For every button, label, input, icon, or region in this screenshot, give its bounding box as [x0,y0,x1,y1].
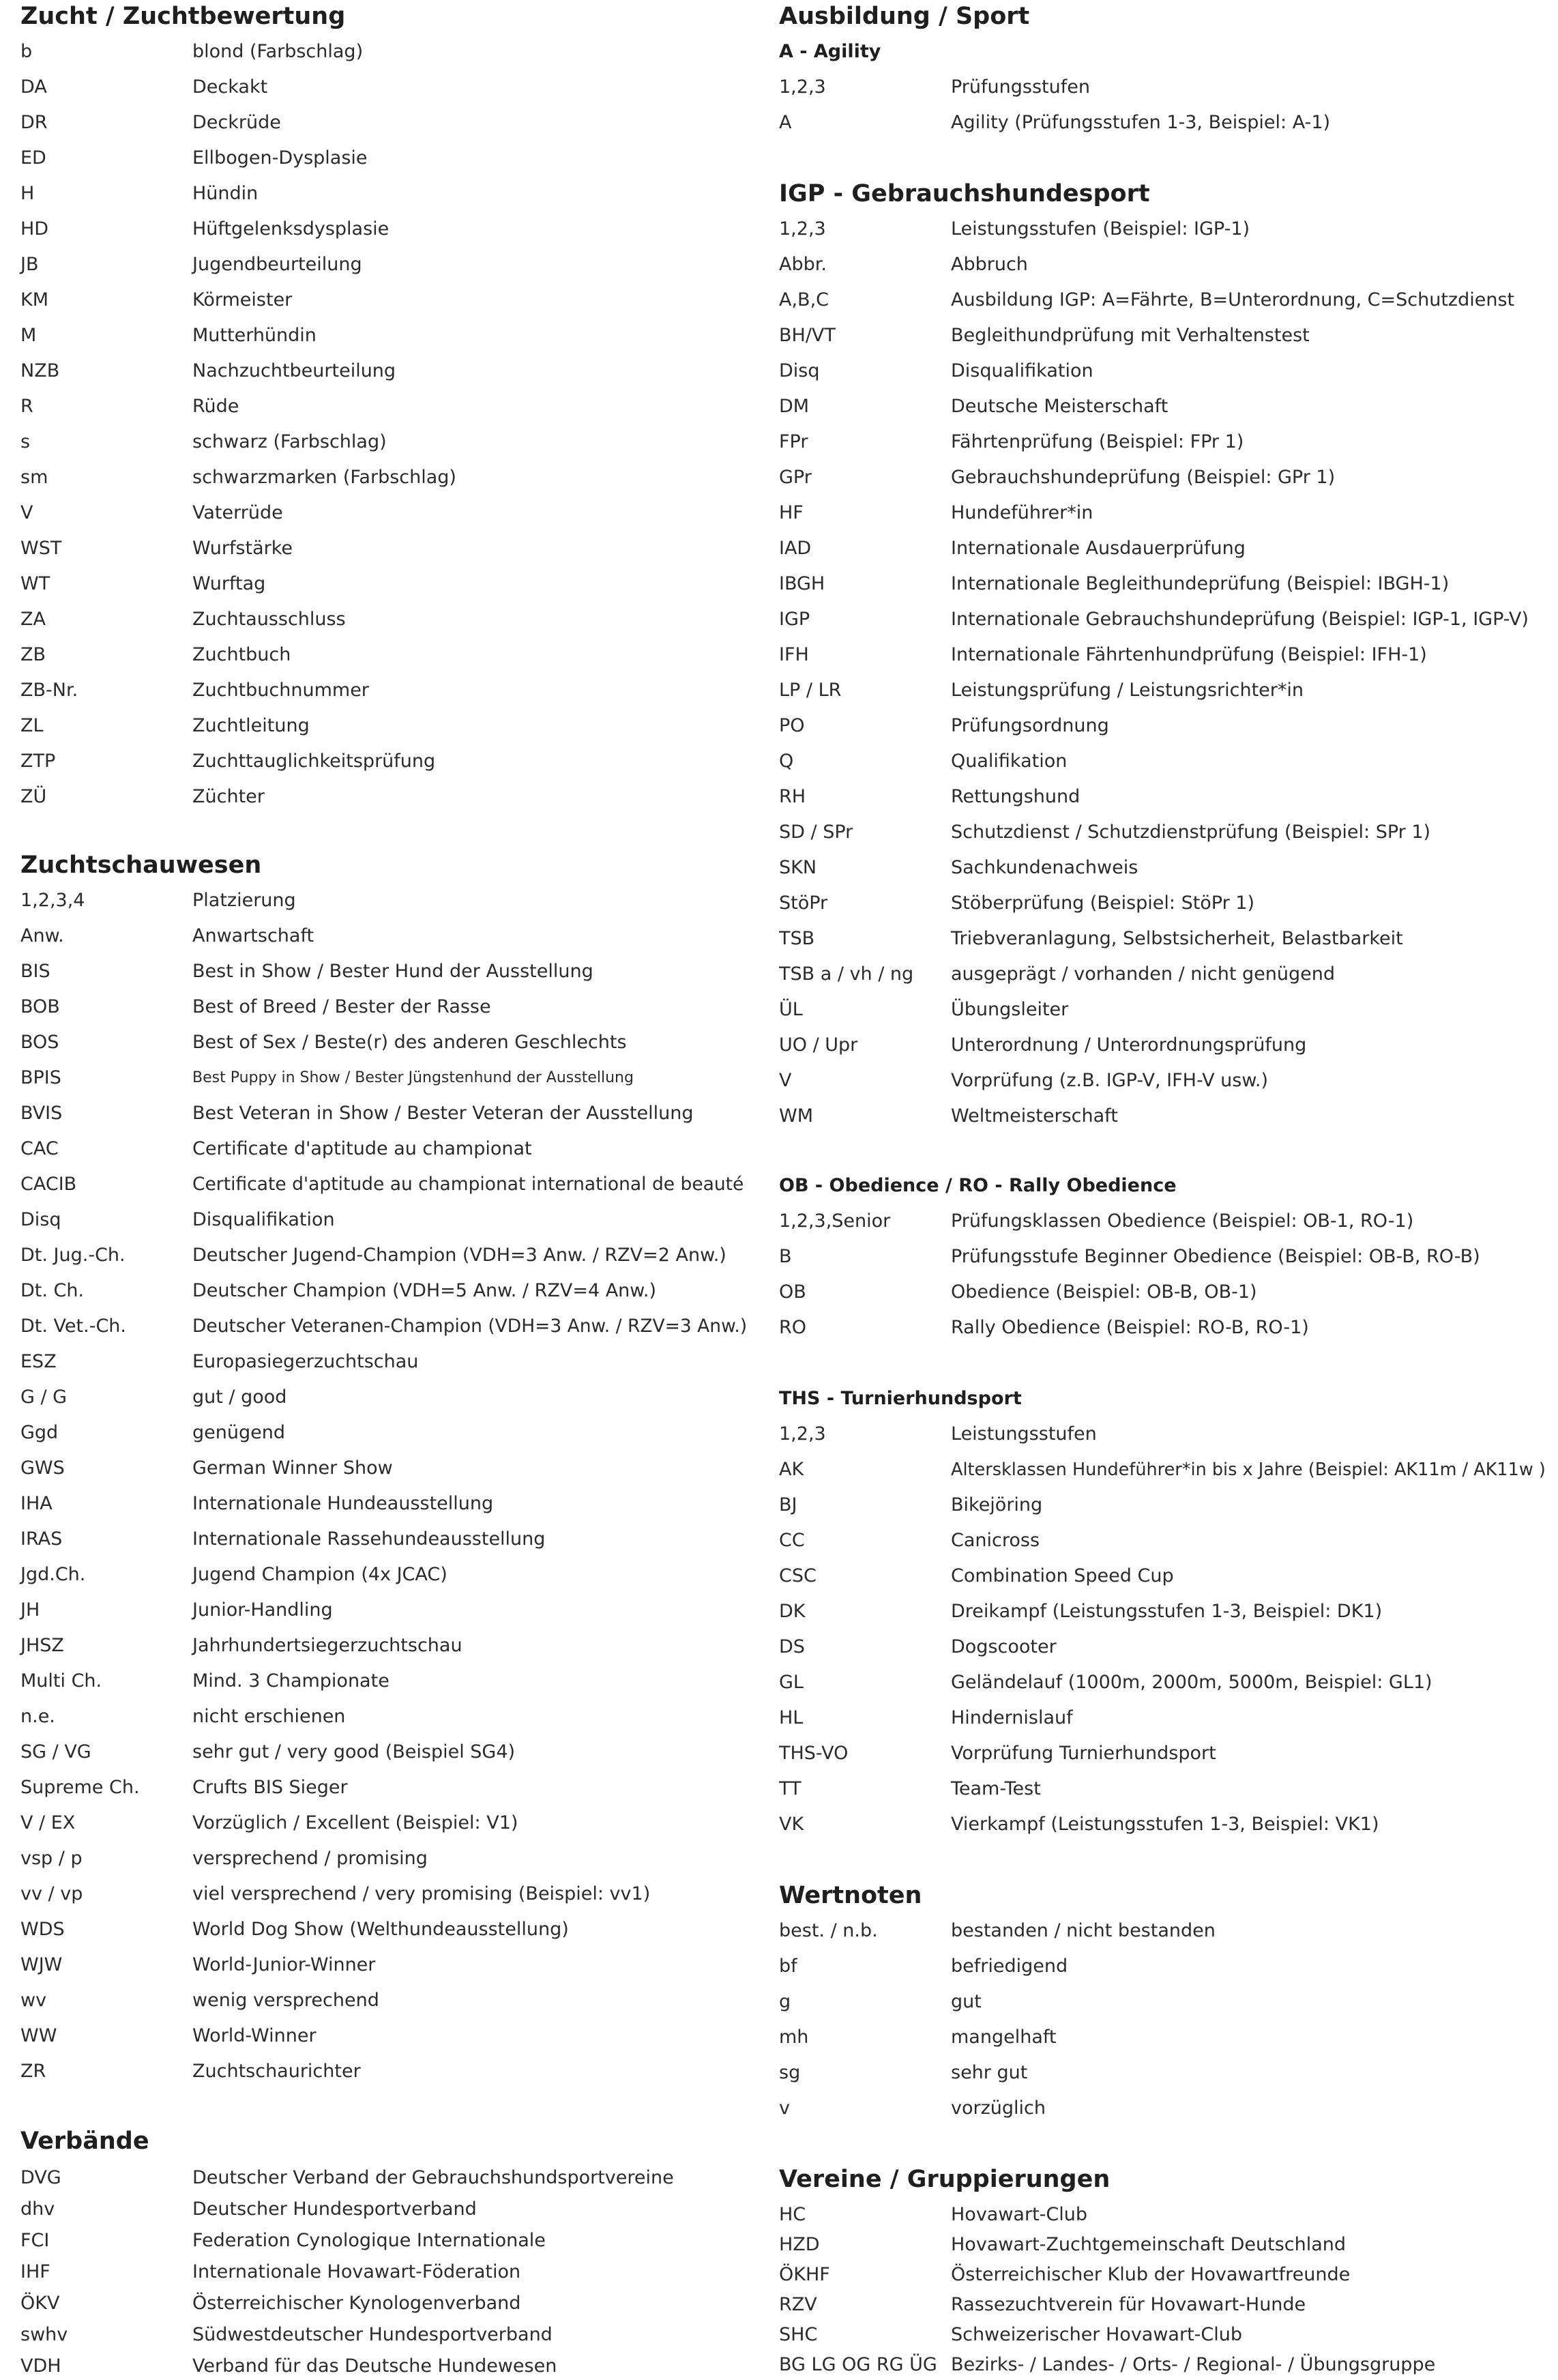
abbreviation: V [779,1070,792,1091]
abbreviation: G / G [20,1387,68,1408]
definition: Internationale Gebrauchshundeprüfung (Beispiel: IGP-1, IGP-V) [951,609,1529,630]
abbreviation: Dt. Vet.-Ch. [20,1316,126,1337]
definition: Vorzüglich / Excellent (Beispiel: V1) [192,1812,518,1833]
definition: Zuchtleitung [192,715,310,736]
abbreviation: ÖKV [20,2293,60,2314]
definition: Canicross [951,1530,1040,1551]
definition: Best of Sex / Beste(r) des anderen Geschlechts [192,1032,627,1053]
definition: Deutscher Jugend-Champion (VDH=3 Anw. / RZV=2 Anw.) [192,1245,726,1266]
definition: Dreikampf (Leistungsstufen 1-3, Beispiel: DK1) [951,1601,1383,1622]
abbreviation: SG / VG [20,1741,91,1762]
definition: Vorprüfung Turnierhundsport [951,1743,1216,1764]
abbreviation: HD [20,218,49,240]
abbreviation: IHF [20,2261,50,2282]
definition: Zuchtausschluss [192,609,346,630]
abbreviation: 1,2,3 [779,218,826,240]
definition: schwarzmarken (Farbschlag) [192,467,456,488]
definition: Deutsche Meisterschaft [951,396,1168,417]
abbreviation: Ggd [20,1422,59,1443]
abbreviation: Disq [20,1209,61,1230]
definition: Best in Show / Bester Hund der Ausstellung [192,961,593,982]
definition: Leistungsstufen (Beispiel: IGP-1) [951,218,1250,240]
definition: Leistungsprüfung / Leistungsrichter*in [951,680,1304,701]
definition: Schutzdienst / Schutzdienstprüfung (Beispiel: SPr 1) [951,822,1431,843]
abbreviation: Disq [779,360,820,381]
abbreviation: CSC [779,1565,817,1586]
abbreviation: ZR [20,2061,46,2082]
definition: Hündin [192,183,259,204]
definition: Crufts BIS Sieger [192,1777,348,1798]
definition: Best of Breed / Bester der Rasse [192,996,491,1017]
definition: Unterordnung / Unterordnungsprüfung [951,1034,1307,1056]
abbreviation: s [20,431,31,452]
abbreviation: Q [779,751,794,772]
abbreviation: AK [779,1459,804,1480]
abbreviation: HL [779,1707,804,1728]
definition: Rassezuchtverein für Hovawart-Hunde [951,2294,1306,2315]
abbreviation: IHA [20,1493,53,1514]
abbreviation: v [779,2098,790,2119]
abbreviation: Abbr. [779,254,827,275]
definition: Bikejöring [951,1494,1043,1515]
abbreviation: Multi Ch. [20,1670,102,1692]
abbreviation: RZV [779,2294,817,2315]
definition: Internationale Hundeausstellung [192,1493,494,1514]
abbreviation: M [20,325,37,346]
abbreviation: GWS [20,1457,65,1479]
definition: Internationale Begleithundeprüfung (Beispiel: IBGH-1) [951,573,1450,594]
definition: Deutscher Veteranen-Champion (VDH=3 Anw. / RZV=3 Anw.) [192,1316,748,1337]
abbreviation: BJ [779,1494,797,1515]
definition: bestanden / nicht bestanden [951,1920,1216,1941]
definition: Combination Speed Cup [951,1565,1174,1586]
definition: Internationale Ausdauerprüfung [951,538,1246,559]
definition: versprechend / promising [192,1848,428,1869]
abbreviation: TSB a / vh / ng [779,963,914,985]
abbreviation: best. / n.b. [779,1920,878,1941]
definition: Rüde [192,396,239,417]
definition: Hundeführer*in [951,502,1093,523]
section-subtitle-a-agility: A - Agility [779,41,881,62]
abbreviation: TT [779,1778,802,1799]
definition: Jugendbeurteilung [192,254,362,275]
definition: befriedigend [951,1956,1068,1977]
abbreviation: DK [779,1601,806,1622]
definition: Gebrauchshundeprüfung (Beispiel: GPr 1) [951,467,1336,488]
definition: genügend [192,1422,285,1443]
abbreviation: Jgd.Ch. [20,1564,86,1585]
abbreviation: V / EX [20,1812,76,1833]
abbreviation: ZB [20,644,46,665]
definition: German Winner Show [192,1457,393,1479]
abbreviation: ÖKHF [779,2264,830,2285]
abbreviation: VDH [20,2355,61,2377]
abbreviation: bf [779,1956,797,1977]
abbreviation: mh [779,2027,809,2048]
definition: Disqualifikation [951,360,1093,381]
definition: Übungsleiter [951,999,1069,1020]
definition: World-Junior-Winner [192,1954,376,1975]
definition: Dogscooter [951,1636,1057,1657]
abbreviation: SHC [779,2324,818,2345]
abbreviation: WST [20,538,62,559]
abbreviation: BPIS [20,1067,61,1088]
abbreviation: BVIS [20,1103,63,1124]
definition: Zuchtbuchnummer [192,680,369,701]
definition: Deckrüde [192,112,281,133]
abbreviation: WDS [20,1919,65,1940]
abbreviation: R [20,396,33,417]
definition: blond (Farbschlag) [192,41,364,62]
abbreviation: vsp / p [20,1848,83,1869]
definition: Federation Cynologique Internationale [192,2230,546,2251]
definition: Internationale Hovawart-Föderation [192,2261,521,2282]
definition: World-Winner [192,2025,317,2046]
definition: Zuchtbuch [192,644,291,665]
abbreviation: n.e. [20,1706,55,1727]
definition: Geländelauf (1000m, 2000m, 5000m, Beispiel: GL1) [951,1672,1432,1693]
abbreviation: b [20,41,33,62]
abbreviation: JHSZ [20,1635,64,1656]
abbreviation: ZB-Nr. [20,680,78,701]
definition: Deutscher Champion (VDH=5 Anw. / RZV=4 Anw.) [192,1280,657,1301]
definition: Wurfstärke [192,538,293,559]
abbreviation: ZL [20,715,44,736]
definition: Prüfungsstufen [951,76,1090,98]
abbreviation: g [779,1991,791,2012]
abbreviation: DR [20,112,48,133]
definition: Begleithundprüfung mit Verhaltenstest [951,325,1310,346]
section-title-igp-gebrauchshundesport: IGP - Gebrauchshundesport [779,180,1150,207]
abbreviation: GPr [779,467,812,488]
definition: World Dog Show (Welthundeausstellung) [192,1919,569,1940]
definition: Leistungsstufen [951,1423,1097,1445]
definition: Jugend Champion (4x JCAC) [192,1564,447,1585]
abbreviation: DS [779,1636,805,1657]
abbreviation: HF [779,502,804,523]
abbreviation: 1,2,3 [779,1423,826,1445]
definition: Certificate d'aptitude au championat [192,1138,532,1159]
abbreviation: B [779,1246,792,1267]
definition: gut / good [192,1387,287,1408]
abbreviation: TSB [779,928,815,949]
section-title-verb-nde: Verbände [20,2128,149,2155]
abbreviation: IBGH [779,573,825,594]
abbreviation: ÜL [779,999,803,1020]
section-title-zuchtschauwesen: Zuchtschauwesen [20,852,262,879]
definition: Jahrhundertsiegerzuchtschau [192,1635,462,1656]
definition: Ausbildung IGP: A=Fährte, B=Unterordnung, C=Schutzdienst [951,289,1515,310]
abbreviation: IAD [779,538,812,559]
abbreviation: RO [779,1317,807,1338]
abbreviation: DA [20,76,47,98]
definition: nicht erschienen [192,1706,346,1727]
definition: Österreichischer Kynologenverband [192,2293,521,2314]
definition: Obedience (Beispiel: OB-B, OB-1) [951,1281,1257,1303]
abbreviation: OB [779,1281,806,1303]
definition: sehr gut / very good (Beispiel SG4) [192,1741,516,1762]
definition: Europasiegerzuchtschau [192,1351,419,1372]
abbreviation: FCI [20,2230,50,2251]
definition: Nachzuchtbeurteilung [192,360,396,381]
abbreviation: IGP [779,609,810,630]
abbreviation: ED [20,147,46,169]
abbreviation: StöPr [779,893,828,914]
abbreviation: DM [779,396,810,417]
definition: Züchter [192,786,265,807]
section-title-wertnoten: Wertnoten [779,1882,922,1909]
definition: wenig versprechend [192,1990,379,2011]
abbreviation: IFH [779,644,809,665]
abbreviation: H [20,183,35,204]
abbreviation: HC [779,2204,806,2225]
definition: Prüfungsstufe Beginner Obedience (Beispiel: OB-B, RO-B) [951,1246,1480,1267]
abbreviation: WT [20,573,50,594]
definition: vorzüglich [951,2098,1046,2119]
abbreviation: 1,2,3,Senior [779,1210,891,1232]
abbreviation: CAC [20,1138,59,1159]
abbreviation: WJW [20,1954,63,1975]
definition: Internationale Fährtenhundprüfung (Beispiel: IFH-1) [951,644,1427,665]
abbreviation: KM [20,289,49,310]
definition: Vaterrüde [192,502,283,523]
abbreviation: NZB [20,360,60,381]
definition: Deutscher Verband der Gebrauchshundsportvereine [192,2167,674,2188]
definition: Mind. 3 Championate [192,1670,389,1692]
definition: Südwestdeutscher Hundesportverband [192,2324,553,2345]
abbreviation: A,B,C [779,289,829,310]
definition: Zuchttauglichkeitsprüfung [192,751,436,772]
section-title-zucht-zuchtbewertung: Zucht / Zuchtbewertung [20,3,346,30]
abbreviation: swhv [20,2324,68,2345]
definition: Prüfungsordnung [951,715,1109,736]
abbreviation: WW [20,2025,57,2046]
abbreviation: Dt. Ch. [20,1280,85,1301]
definition: Qualifikation [951,751,1068,772]
definition: Bezirks- / Landes- / Orts- / Regional- / Übungsgruppe [951,2354,1436,2375]
section-subtitle-ths-turnierhundsport: THS - Turnierhundsport [779,1388,1022,1409]
section-title-ausbildung-sport: Ausbildung / Sport [779,3,1030,30]
abbreviation: vv / vp [20,1883,83,1904]
section-title-vereine-gruppierungen: Vereine / Gruppierungen [779,2166,1111,2193]
abbreviation: BOB [20,996,60,1017]
abbreviation: Anw. [20,925,64,946]
definition: Ellbogen-Dysplasie [192,147,368,169]
abbreviation: BIS [20,961,50,982]
abbreviation: THS-VO [779,1743,849,1764]
abbreviation: UO / Upr [779,1034,858,1056]
abbreviation: ESZ [20,1351,57,1372]
abbreviation: VK [779,1814,804,1835]
abbreviation: IRAS [20,1528,63,1550]
definition: Internationale Rassehundeausstellung [192,1528,546,1550]
definition: Best Veteran in Show / Bester Veteran der Ausstellung [192,1103,694,1124]
definition: Hüftgelenksdysplasie [192,218,389,240]
abbreviation: JB [20,254,39,275]
definition: Altersklassen Hundeführer*in bis x Jahre (Beispiel: AK11m / AK11w ) [951,1460,1546,1480]
definition: Hindernislauf [951,1707,1073,1728]
definition: Platzierung [192,890,296,911]
section-subtitle-ob-obedience-ro-rally-obedience: OB - Obedience / RO - Rally Obedience [779,1175,1177,1196]
definition: Vierkampf (Leistungsstufen 1-3, Beispiel: VK1) [951,1814,1379,1835]
definition: Abbruch [951,254,1028,275]
abbreviation: BH/VT [779,325,836,346]
abbreviation: SKN [779,857,817,878]
definition: Junior-Handling [192,1599,333,1621]
abbreviation: BG LG OG RG ÜG [779,2354,937,2375]
abbreviation: Supreme Ch. [20,1777,140,1798]
abbreviation: HZD [779,2234,820,2255]
abbreviation: V [20,502,33,523]
abbreviation: 1,2,3,4 [20,890,85,911]
definition: Hovawart-Zuchtgemeinschaft Deutschland [951,2234,1347,2255]
definition: Wurftag [192,573,266,594]
abbreviation: ZÜ [20,786,47,807]
definition: Rettungshund [951,786,1081,807]
definition: ausgeprägt / vorhanden / nicht genügend [951,963,1335,985]
abbreviation: A [779,112,792,133]
abbreviation: DVG [20,2167,61,2188]
abbreviation: CACIB [20,1174,77,1195]
definition: Stöberprüfung (Beispiel: StöPr 1) [951,893,1255,914]
definition: Deutscher Hundesportverband [192,2198,477,2220]
definition: Best Puppy in Show / Bester Jüngstenhund der Ausstellung [192,1069,634,1086]
definition: schwarz (Farbschlag) [192,431,387,452]
definition: Körmeister [192,289,293,310]
abbreviation: ZTP [20,751,56,772]
definition: Österreichischer Klub der Hovawartfreunde [951,2264,1351,2285]
abbreviation: sm [20,467,48,488]
definition: Team-Test [951,1778,1041,1799]
definition: mangelhaft [951,2027,1057,2048]
definition: Sachkundenachweis [951,857,1138,878]
definition: Triebveranlagung, Selbstsicherheit, Belastbarkeit [951,928,1403,949]
definition: Vorprüfung (z.B. IGP-V, IFH-V usw.) [951,1070,1269,1091]
abbreviation: RH [779,786,806,807]
definition: Certificate d'aptitude au championat international de beauté [192,1174,744,1195]
abbreviation: GL [779,1672,804,1693]
abbreviation: LP / LR [779,680,842,701]
abbreviation: PO [779,715,805,736]
definition: Verband für das Deutsche Hundewesen [192,2355,557,2377]
abbreviation: dhv [20,2198,55,2220]
definition: Rally Obedience (Beispiel: RO-B, RO-1) [951,1317,1309,1338]
definition: Deckakt [192,76,268,98]
abbreviation: Dt. Jug.-Ch. [20,1245,126,1266]
definition: Anwartschaft [192,925,314,946]
abbreviation: FPr [779,431,808,452]
definition: Zuchtschaurichter [192,2061,361,2082]
abbreviation: ZA [20,609,46,630]
abbreviation: JH [20,1599,40,1621]
abbreviation: wv [20,1990,47,2011]
definition: Agility (Prüfungsstufen 1-3, Beispiel: A-1) [951,112,1331,133]
definition: sehr gut [951,2062,1028,2083]
definition: viel versprechend / very promising (Beispiel: vv1) [192,1883,651,1904]
abbreviation: WM [779,1105,813,1127]
definition: gut [951,1991,982,2012]
abbreviation: sg [779,2062,801,2083]
definition: Disqualifikation [192,1209,335,1230]
definition: Hovawart-Club [951,2204,1088,2225]
definition: Weltmeisterschaft [951,1105,1118,1127]
definition: Fährtenprüfung (Beispiel: FPr 1) [951,431,1244,452]
abbreviation: SD / SPr [779,822,853,843]
abbreviation: CC [779,1530,805,1551]
definition: Schweizerischer Hovawart-Club [951,2324,1243,2345]
abbreviation: BOS [20,1032,59,1053]
abbreviation: 1,2,3 [779,76,826,98]
definition: Mutterhündin [192,325,317,346]
definition: Prüfungsklassen Obedience (Beispiel: OB-1, RO-1) [951,1210,1414,1232]
